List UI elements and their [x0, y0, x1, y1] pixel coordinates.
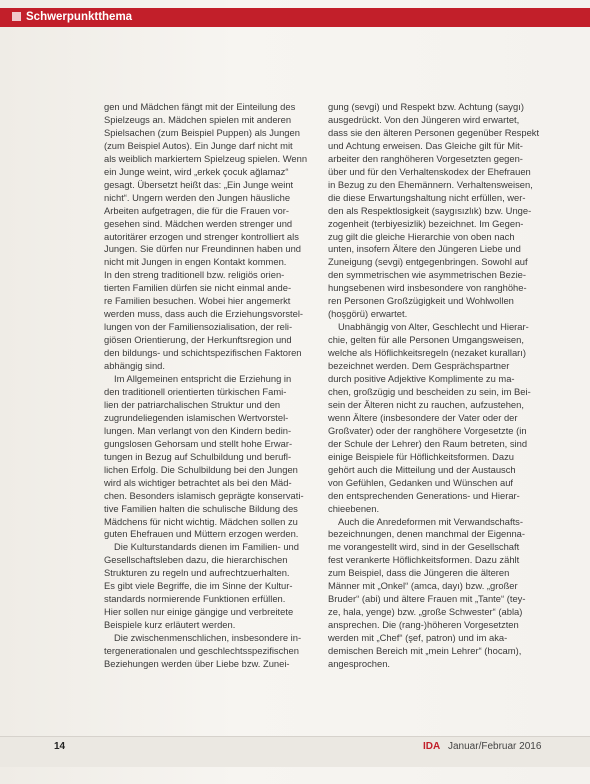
text-line: Zuneigung (sevgi) entgegenbringen. Sowohl auf — [328, 256, 528, 268]
text-line: den traditionell orientierten türkischen Fami- — [104, 385, 287, 397]
text-line: werden mit „Chef“ (şef, patron) und im aka- — [328, 632, 508, 644]
text-line: zugrundeliegenden islamischen Wertvorstel- — [104, 411, 289, 423]
text-line: standards normierende Funktionen erfüllen. — [104, 593, 286, 605]
text-line: tergenerationalen und geschlechtsspezifischen — [104, 645, 299, 657]
text-line: bezeichnungen, denen manchmal der Eigenna- — [328, 528, 526, 540]
text-line: zug gilt die gleiche Hierarchie von oben nach — [328, 230, 515, 242]
text-line: über und für den Verhaltenskodex der Ehefrauen — [328, 165, 531, 177]
text-line: chieebenen. — [328, 502, 380, 514]
text-line: (hoşgörü) erwartet. — [328, 308, 408, 320]
text-line: von Gefühlen, Gedanken und Wünschen auf — [328, 476, 514, 488]
page-number: 14 — [54, 741, 66, 752]
text-line: Strukturen zu regeln und aufrechtzuerhalten. — [104, 567, 290, 579]
text-line: Bruder“ (abi) und ältere Frauen mit „Tante“ (tey- — [328, 593, 526, 605]
text-line: die diese Erwartungshaltung nicht erfüllen, wer- — [328, 191, 526, 203]
text-line: hungsebenen wird insbesondere von ranghöhe- — [328, 282, 527, 294]
text-line: angesprochen. — [328, 657, 391, 669]
text-line: nicht mit Jungen in engen Kontakt kommen. — [104, 256, 287, 268]
text-line: ren Personen Großzügigkeit und Wohlwollen — [328, 295, 514, 307]
text-line: Hier sollen nur einige gängige und verbreitete — [104, 606, 294, 618]
text-line: abhängig sind. — [104, 360, 165, 372]
text-line: Die zwischenmenschlichen, insbesondere in- — [114, 632, 302, 644]
text-line: sein der Älteren nicht zu rauchen, aufzustehen, — [328, 398, 524, 410]
text-line: Die Kulturstandards dienen im Familien- und — [114, 541, 299, 553]
article-column-right — [328, 101, 543, 671]
text-line: guten Ehefrauen und Müttern erzogen werden. — [104, 528, 299, 540]
text-line: den symmetrischen wie asymmetrischen Bezie- — [328, 269, 526, 281]
text-line: Männer mit „Onkel“ (amca, dayı) bzw. „großer — [328, 580, 518, 592]
magazine-brand: IDA — [423, 741, 441, 752]
text-line: gung (sevgi) und Respekt bzw. Achtung (saygı) — [328, 101, 524, 112]
text-line: in Bezug zu den Ehemännern. Verhaltensweisen, — [328, 178, 533, 190]
text-line: gen und Mädchen fängt mit der Einteilung des — [104, 101, 296, 112]
text-line: Unabhängig von Alter, Geschlecht und Hierar- — [338, 321, 529, 333]
text-line: ein Junge weint, wird „erkek çocuk ağlamaz“ — [104, 165, 289, 177]
text-line: Gesellschaftsleben dazu, die hierarchischen — [104, 554, 288, 566]
text-line: gehört auch die Mitteilung und der Austausch — [328, 463, 516, 475]
text-line: autoritärer erzogen und strenger kontrolliert als — [104, 230, 299, 242]
text-line: Beispiele kurz erläutert werden. — [104, 619, 236, 631]
text-line: Jungen. Sie dürfen nur Freundinnen haben und — [104, 243, 302, 255]
text-line: unten, insofern Ältere den Jüngeren Liebe und — [328, 243, 521, 255]
text-line: Auch die Anredeformen mit Verwandschafts- — [338, 515, 523, 527]
text-line: chen. Besonders islamisch geprägte konservati- — [104, 489, 304, 501]
text-line: chen, großzügig und bescheiden zu sein, im Bei- — [328, 385, 531, 397]
text-line: dass sie den älteren Personen gegenüber Respekt — [328, 126, 540, 138]
issue-date: Januar/Februar 2016 — [448, 741, 542, 752]
text-line: ausgedrückt. Von den Jüngeren wird erwartet, — [328, 113, 520, 125]
text-line: Beziehungen werden über Liebe bzw. Zunei- — [104, 657, 290, 669]
text-line: demischen Bereich mit „mein Lehrer“ (hocam), — [328, 645, 522, 657]
text-line: lungen. Man verlangt von den Kindern bedin- — [104, 424, 292, 436]
text-line: nicht“. Ungern werden den Jungen häusliche — [104, 191, 291, 203]
text-line: arbeiter den ranghöheren Vorgesetzten gegen- — [328, 152, 523, 164]
text-line: Arbeiten aufgetragen, die für die Frauen vor- — [104, 204, 290, 216]
text-line: Im Allgemeinen entspricht die Erziehung in — [114, 373, 292, 385]
text-line: re Familien besuchen. Wobei hier angemerkt — [104, 295, 291, 307]
text-line: zogenheit (terbiyesizlik) bezeichnet. Im Gegen- — [328, 217, 524, 229]
text-line: gesagt. Übersetzt heißt das: „Ein Junge weint — [104, 178, 294, 190]
text-line: einige Beispiele für Höflichkeitsformen. Dazu — [328, 450, 515, 462]
text-line: und Achtung erweisen. Das Gleiche gilt für Mit- — [328, 139, 523, 151]
text-line: durch positive Adjektive Komplimente zu ma- — [328, 373, 515, 385]
text-line: tierten Familien dürfen sie nicht einmal ande- — [104, 282, 292, 294]
text-line: chie, gelten für alle Personen Umgangsweisen, — [328, 334, 524, 346]
text-line: Spielsachen (zum Beispiel Puppen) als Jungen — [104, 126, 300, 138]
header-square-icon — [12, 12, 21, 21]
text-line: Mädchens für nicht wichtig. Mädchen sollen zu — [104, 515, 298, 527]
article-column-left — [104, 101, 320, 671]
text-line: ansprechen. Die (rang-)höheren Vorgesetzten — [328, 619, 519, 631]
text-line: den als Respektlosigkeit (saygısızlık) bzw. Unge- — [328, 204, 532, 216]
text-line: als weiblich markiertem Spielzeug spielen. Wenn — [104, 152, 308, 164]
text-line: gesehen sind. Mädchen werden strenger und — [104, 217, 293, 229]
text-line: Spielzeugs an. Mädchen spielen mit anderen — [104, 113, 292, 125]
text-line: fest verankerte Höflichkeitsformen. Dazu zählt — [328, 554, 520, 566]
text-line: den entsprechenden Generations- und Hierar- — [328, 489, 520, 501]
text-line: bezeichnet werden. Dem Gesprächspartner — [328, 360, 510, 372]
text-line: tungen in Bezug auf Schulbildung und berufl- — [104, 450, 292, 462]
text-line: welche als Höflichkeitsregeln (nezaket kuralları) — [328, 347, 527, 359]
text-line: wird als wichtiger betrachtet als bei den Mäd- — [104, 476, 292, 488]
section-title: Schwerpunktthema — [26, 11, 133, 23]
text-line: werden muss, dass auch die Erziehungsvorstel- — [104, 308, 304, 320]
text-line: lichen Erfolg. Die Schulbildung bei den Jungen — [104, 463, 298, 475]
text-line: me vorangestellt wird, sind in der Gesellschaft — [328, 541, 520, 553]
text-line: tive Familien halten die schulische Bildung des — [104, 502, 298, 514]
text-line: (zum Beispiel Autos). Ein Junge darf nicht mit — [104, 139, 293, 151]
text-line: Es gibt viele Begriffe, die im Sinne der Kultur- — [104, 580, 293, 592]
text-line: zum Beispiel, dass die Jüngeren die älteren — [328, 567, 510, 579]
text-line: giösen Orientierung, der Herkunftsregion und — [104, 334, 292, 346]
text-line: Großvater) oder der ranghöhere Vorgesetzte (in — [328, 424, 527, 436]
text-line: lungen von der Familiensozialisation, der reli- — [104, 321, 293, 333]
text-line: der Schule der Lehrer) den Raum betreten, sind — [328, 437, 528, 449]
text-line: wenn Ältere (insbesondere der Vater oder der — [328, 411, 518, 423]
text-line: In den streng traditionell bzw. religiös orien- — [104, 269, 285, 281]
text-line: gungslosen Gehorsam und stellt hohe Erwar- — [104, 437, 293, 449]
text-line: lien der patriarchalischen Struktur und den — [104, 398, 281, 410]
text-line: ze, hala, yenge) bzw. „große Schwester“ (abla) — [328, 606, 523, 618]
text-line: den bildungs- und schichtspezifischen Faktoren — [104, 347, 302, 359]
